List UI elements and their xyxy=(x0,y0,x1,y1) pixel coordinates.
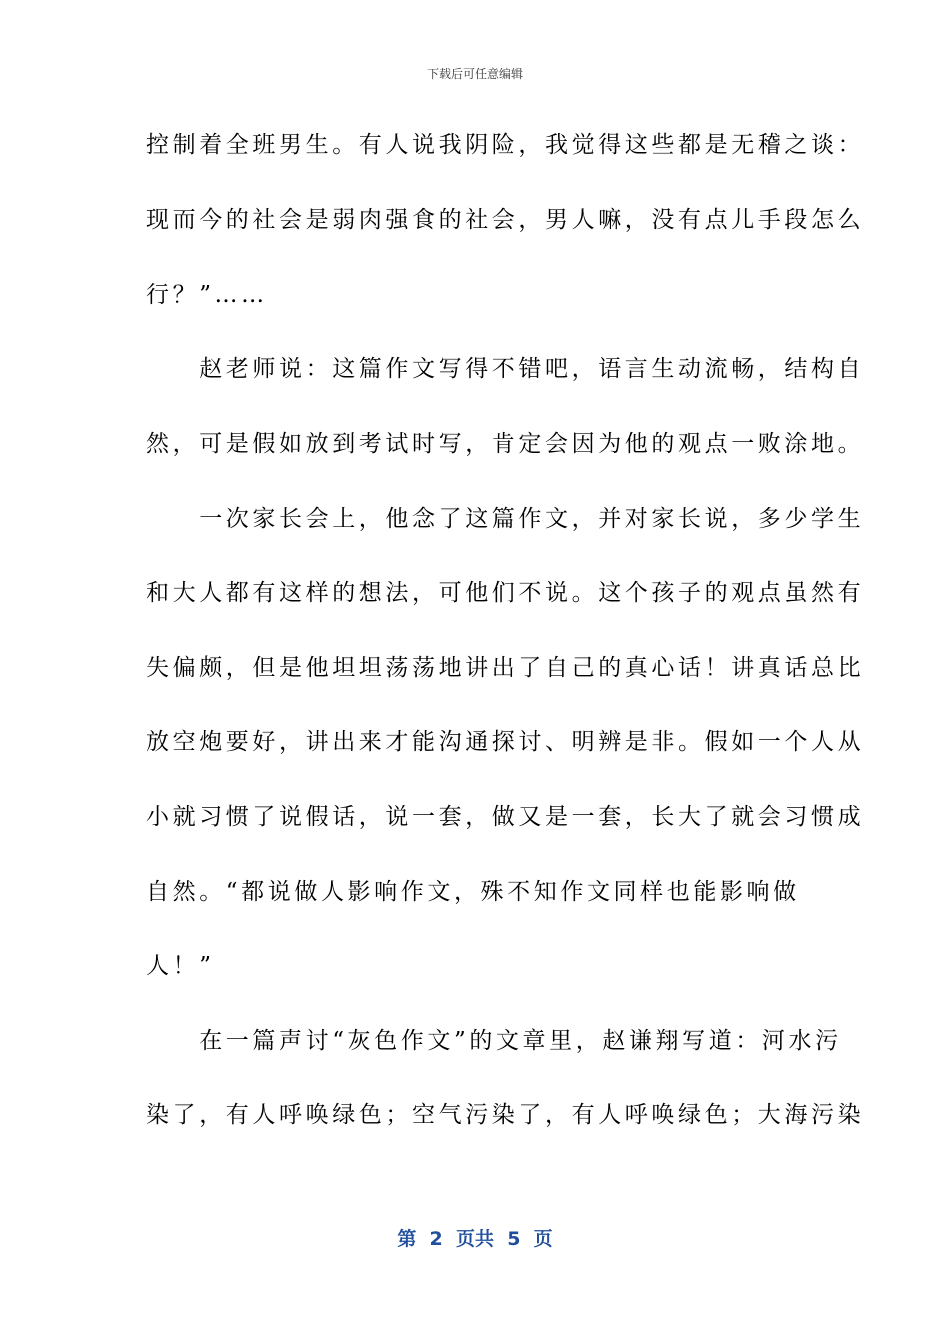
page-number-label: 第 2 页共 5 页 xyxy=(397,1228,553,1250)
text-line: 在一篇声讨“灰色作文”的文章里，赵谦翔写道：河水污 xyxy=(146,1028,842,1054)
text-line: 人！” xyxy=(146,953,215,979)
text-line: 行？”…… xyxy=(146,282,268,308)
text-line: 放空炮要好，讲出来才能沟通探讨、明辨是非。假如一个人从 xyxy=(146,729,865,755)
text-line: 自然。“都说做人影响作文，殊不知作文同样也能影响做 xyxy=(146,879,800,905)
header-note: 下载后可任意编辑 xyxy=(426,67,523,81)
text-line: 和大人都有这样的想法，可他们不说。这个孩子的观点虽然有 xyxy=(146,580,865,606)
text-line: 失偏颇，但是他坦坦荡荡地讲出了自己的真心话！讲真话总比 xyxy=(146,655,865,681)
text-line: 现而今的社会是弱肉强食的社会，男人嘛，没有点儿手段怎么 xyxy=(146,207,865,233)
page-number-footer xyxy=(0,1226,950,1252)
text-line: 赵老师说：这篇作文写得不错吧，语言生动流畅，结构自 xyxy=(146,356,865,382)
text-line: 控制着全班男生。有人说我阴险，我觉得这些都是无稽之谈： xyxy=(146,132,865,158)
text-line: 一次家长会上，他念了这篇作文，并对家长说，多少学生 xyxy=(146,506,865,532)
text-line: 染了，有人呼唤绿色；空气污染了，有人呼唤绿色；大海污染 xyxy=(146,1102,865,1128)
text-line: 小就习惯了说假话，说一套，做又是一套，长大了就会习惯成 xyxy=(146,804,865,830)
text-line: 然，可是假如放到考试时写，肯定会因为他的观点一败涂地。 xyxy=(146,431,865,457)
